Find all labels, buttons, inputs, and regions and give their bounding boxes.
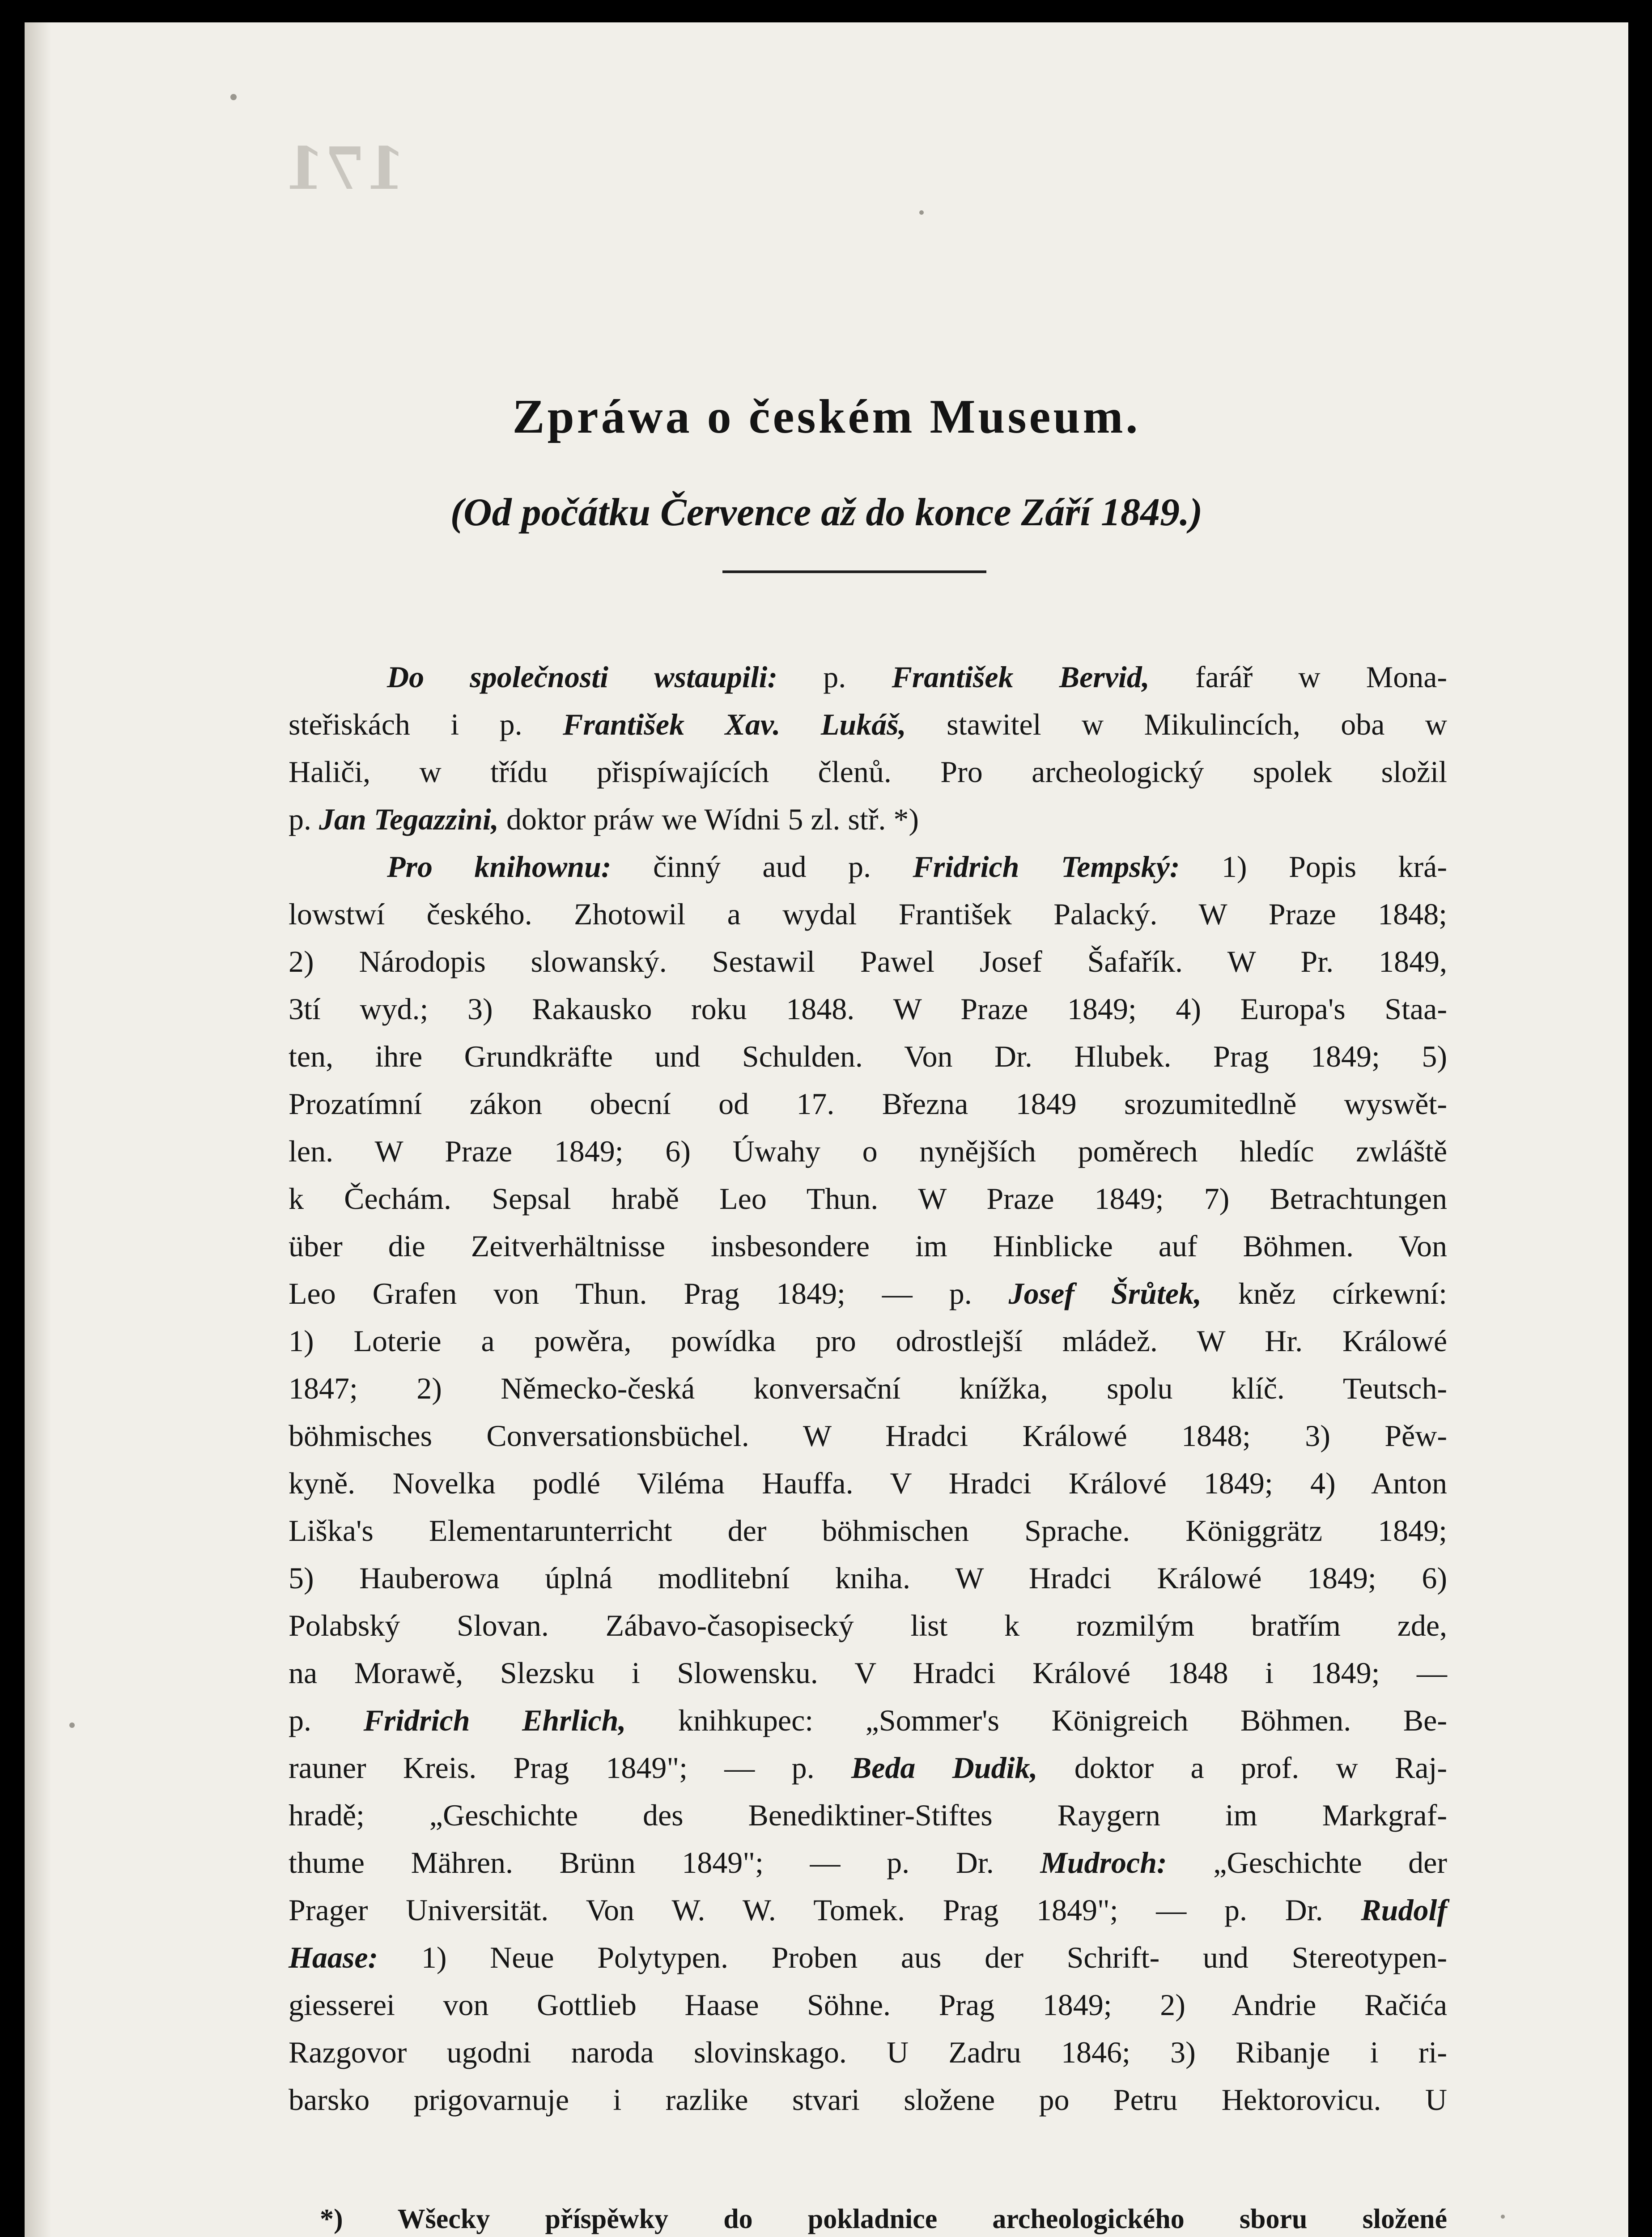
- body-text-run: 5) Hauberowa úplná modlitební kniha. W Hradci Králowé 1849; 6): [289, 1561, 1447, 1595]
- paper-speck: [69, 1722, 75, 1728]
- body-line: [289, 653, 1447, 701]
- italic-name-text: Fridrich Ehrlich,: [363, 1703, 626, 1737]
- body-line: [289, 1791, 1447, 1839]
- body-line: [289, 1175, 1447, 1222]
- title-rule: [722, 570, 986, 573]
- body-text-run: 1) Popis krá-: [1180, 850, 1447, 884]
- body-line: [289, 1459, 1447, 1507]
- article-subtitle: (Od počátku Července až do konce Září 1849.): [450, 491, 1203, 534]
- body-line: [289, 701, 1447, 748]
- paper-speck: [230, 94, 237, 100]
- body-line: [289, 1270, 1447, 1317]
- body-text-run: Razgovor ugodni naroda slovinskago. U Zadru 1846; 3) Ribanje i ri-: [289, 2035, 1447, 2069]
- body-text-run: len. W Praze 1849; 6) Úwahy o nynějších poměrech hledíc zwláště: [289, 1134, 1447, 1168]
- italic-name-text: František Xav. Lukáš,: [563, 707, 906, 741]
- body-line: [289, 1080, 1447, 1127]
- body-line: [289, 938, 1447, 985]
- body-line: [289, 985, 1447, 1033]
- body-text-run: kyně. Novelka podlé Viléma Hauffa. V Hradci Králové 1849; 4) Anton: [289, 1466, 1447, 1500]
- body-text-run: Liška's Elementarunterricht der böhmischen Sprache. Königgrätz 1849;: [289, 1514, 1447, 1548]
- italic-name-text: Do společnosti wstaupili:: [387, 660, 824, 694]
- italic-name-text: Jan Tegazzini,: [319, 802, 499, 836]
- article-body: [289, 653, 1447, 2123]
- body-text-run: Polabský Slovan. Zábavo-časopisecký list k rozmilým bratřím zde,: [289, 1608, 1447, 1642]
- body-line: [289, 1981, 1447, 2029]
- body-text-run: 1) Loterie a powěra, powídka pro odrostlejší mládež. W Hr. Králowé: [289, 1324, 1447, 1358]
- body-line: [289, 1222, 1447, 1270]
- article-title: Zpráwa o českém Museum.: [512, 390, 1141, 443]
- bleed-through-page-number: 171: [284, 134, 406, 203]
- paper-speck: [919, 210, 924, 215]
- body-text-run: Leo Grafen von Thun. Prag 1849; — p.: [289, 1276, 1009, 1310]
- footnote-line: *) Wšecky příspěwky do pokladnice archeologického sboru složené: [320, 2204, 1447, 2234]
- body-line: [289, 1127, 1447, 1175]
- body-text-run: stawitel w Mikulincích, oba w: [906, 707, 1447, 741]
- body-text-run: Prager Universität. Von W. W. Tomek. Prag 1849"; — p. Dr.: [289, 1893, 1361, 1927]
- body-text-run: p.: [289, 1703, 364, 1737]
- italic-name-text: Beda Dudik,: [851, 1751, 1038, 1785]
- body-text-run: thume Mähren. Brünn 1849"; — p. Dr.: [289, 1846, 1040, 1880]
- body-line: [289, 1744, 1447, 1791]
- body-line: [289, 795, 1447, 843]
- italic-name-text: Pro knihownu:: [387, 850, 653, 884]
- body-text-run: kněz církewní:: [1202, 1276, 1448, 1310]
- body-line: [289, 1934, 1447, 1981]
- body-line: [289, 748, 1447, 795]
- italic-name-text: Fridrich Tempský:: [913, 850, 1180, 884]
- body-text-run: farář w Mona-: [1149, 660, 1448, 694]
- body-text-run: doktor a prof. w Raj-: [1037, 1751, 1447, 1785]
- body-line: [289, 1649, 1447, 1697]
- body-line: [289, 1033, 1447, 1080]
- body-text-run: „Geschichte der: [1167, 1846, 1447, 1880]
- italic-name-text: František Bervid,: [892, 660, 1150, 694]
- page: [25, 22, 1628, 2237]
- body-line: [289, 1697, 1447, 1744]
- body-text-run: knihkupec: „Sommer's Königreich Böhmen. Be-: [626, 1703, 1447, 1737]
- body-line: [289, 1554, 1447, 1602]
- body-text-run: ten, ihre Grundkräfte und Schulden. Von Dr. Hlubek. Prag 1849; 5): [289, 1039, 1447, 1073]
- body-line: [289, 843, 1447, 890]
- body-text-run: barsko prigovarnuje i razlike stvari složene po Petru Hektorovicu. U: [289, 2083, 1447, 2117]
- body-text-run: hradě; „Geschichte des Benediktiner-Stiftes Raygern im Markgraf-: [289, 1798, 1447, 1832]
- body-line: [289, 2029, 1447, 2076]
- italic-name-text: Haase:: [289, 1940, 378, 1974]
- italic-name-text: Rudolf: [1361, 1893, 1447, 1927]
- italic-name-text: Josef Šrůtek,: [1008, 1276, 1202, 1310]
- body-text-run: Haliči, w třídu přispíwajících členů. Pro archeologický spolek složil: [289, 755, 1447, 789]
- body-line: [289, 1317, 1447, 1365]
- page-gutter: [25, 22, 51, 2237]
- body-text-run: činný aud p.: [653, 850, 913, 884]
- body-text-run: 3tí wyd.; 3) Rakausko roku 1848. W Praze 1849; 4) Europa's Staa-: [289, 992, 1447, 1026]
- body-line: [289, 1507, 1447, 1554]
- body-line: [289, 890, 1447, 938]
- body-line: [289, 1412, 1447, 1459]
- body-text-run: p.: [289, 802, 319, 836]
- footnote: [320, 2197, 1447, 2237]
- body-text-run: böhmisches Conversationsbüchel. W Hradci Králowé 1848; 3) Pěw-: [289, 1419, 1447, 1453]
- body-text-run: giesserei von Gottlieb Haase Söhne. Prag 1849; 2) Andrie Račića: [289, 1988, 1447, 2022]
- body-text-run: na Morawě, Slezsku i Slowensku. V Hradci Králové 1848 i 1849; —: [289, 1656, 1447, 1690]
- body-text-run: p.: [823, 660, 892, 694]
- body-line: [289, 2076, 1447, 2123]
- body-line: [289, 1839, 1447, 1886]
- body-text-run: 1847; 2) Německo-česká konversační knížka, spolu klíč. Teutsch-: [289, 1371, 1447, 1405]
- body-line: [289, 1886, 1447, 1934]
- body-text-run: Prozatímní zákon obecní od 17. Března 1849 srozumitedlně wyswět-: [289, 1087, 1447, 1121]
- body-line: [289, 1365, 1447, 1412]
- paper-speck: [1501, 2215, 1505, 2219]
- body-line: [289, 1602, 1447, 1649]
- body-text-run: 1) Neue Polytypen. Proben aus der Schrift- und Stereotypen-: [378, 1940, 1447, 1974]
- body-text-run: rauner Kreis. Prag 1849"; — p.: [289, 1751, 851, 1785]
- body-text-run: doktor práw we Wídni 5 zl. stř. *): [498, 802, 919, 836]
- body-text-run: steřiskách i p.: [289, 707, 563, 741]
- body-text-run: k Čechám. Sepsal hrabě Leo Thun. W Praze 1849; 7) Betrachtungen: [289, 1182, 1447, 1216]
- body-text-run: 2) Národopis slowanský. Sestawil Pawel Josef Šafařík. W Pr. 1849,: [289, 944, 1447, 978]
- body-text-run: über die Zeitverhältnisse insbesondere im Hinblicke auf Böhmen. Von: [289, 1229, 1447, 1263]
- body-text-run: lowstwí českého. Zhotowil a wydal František Palacký. W Praze 1848;: [289, 897, 1447, 931]
- italic-name-text: Mudroch:: [1040, 1846, 1167, 1880]
